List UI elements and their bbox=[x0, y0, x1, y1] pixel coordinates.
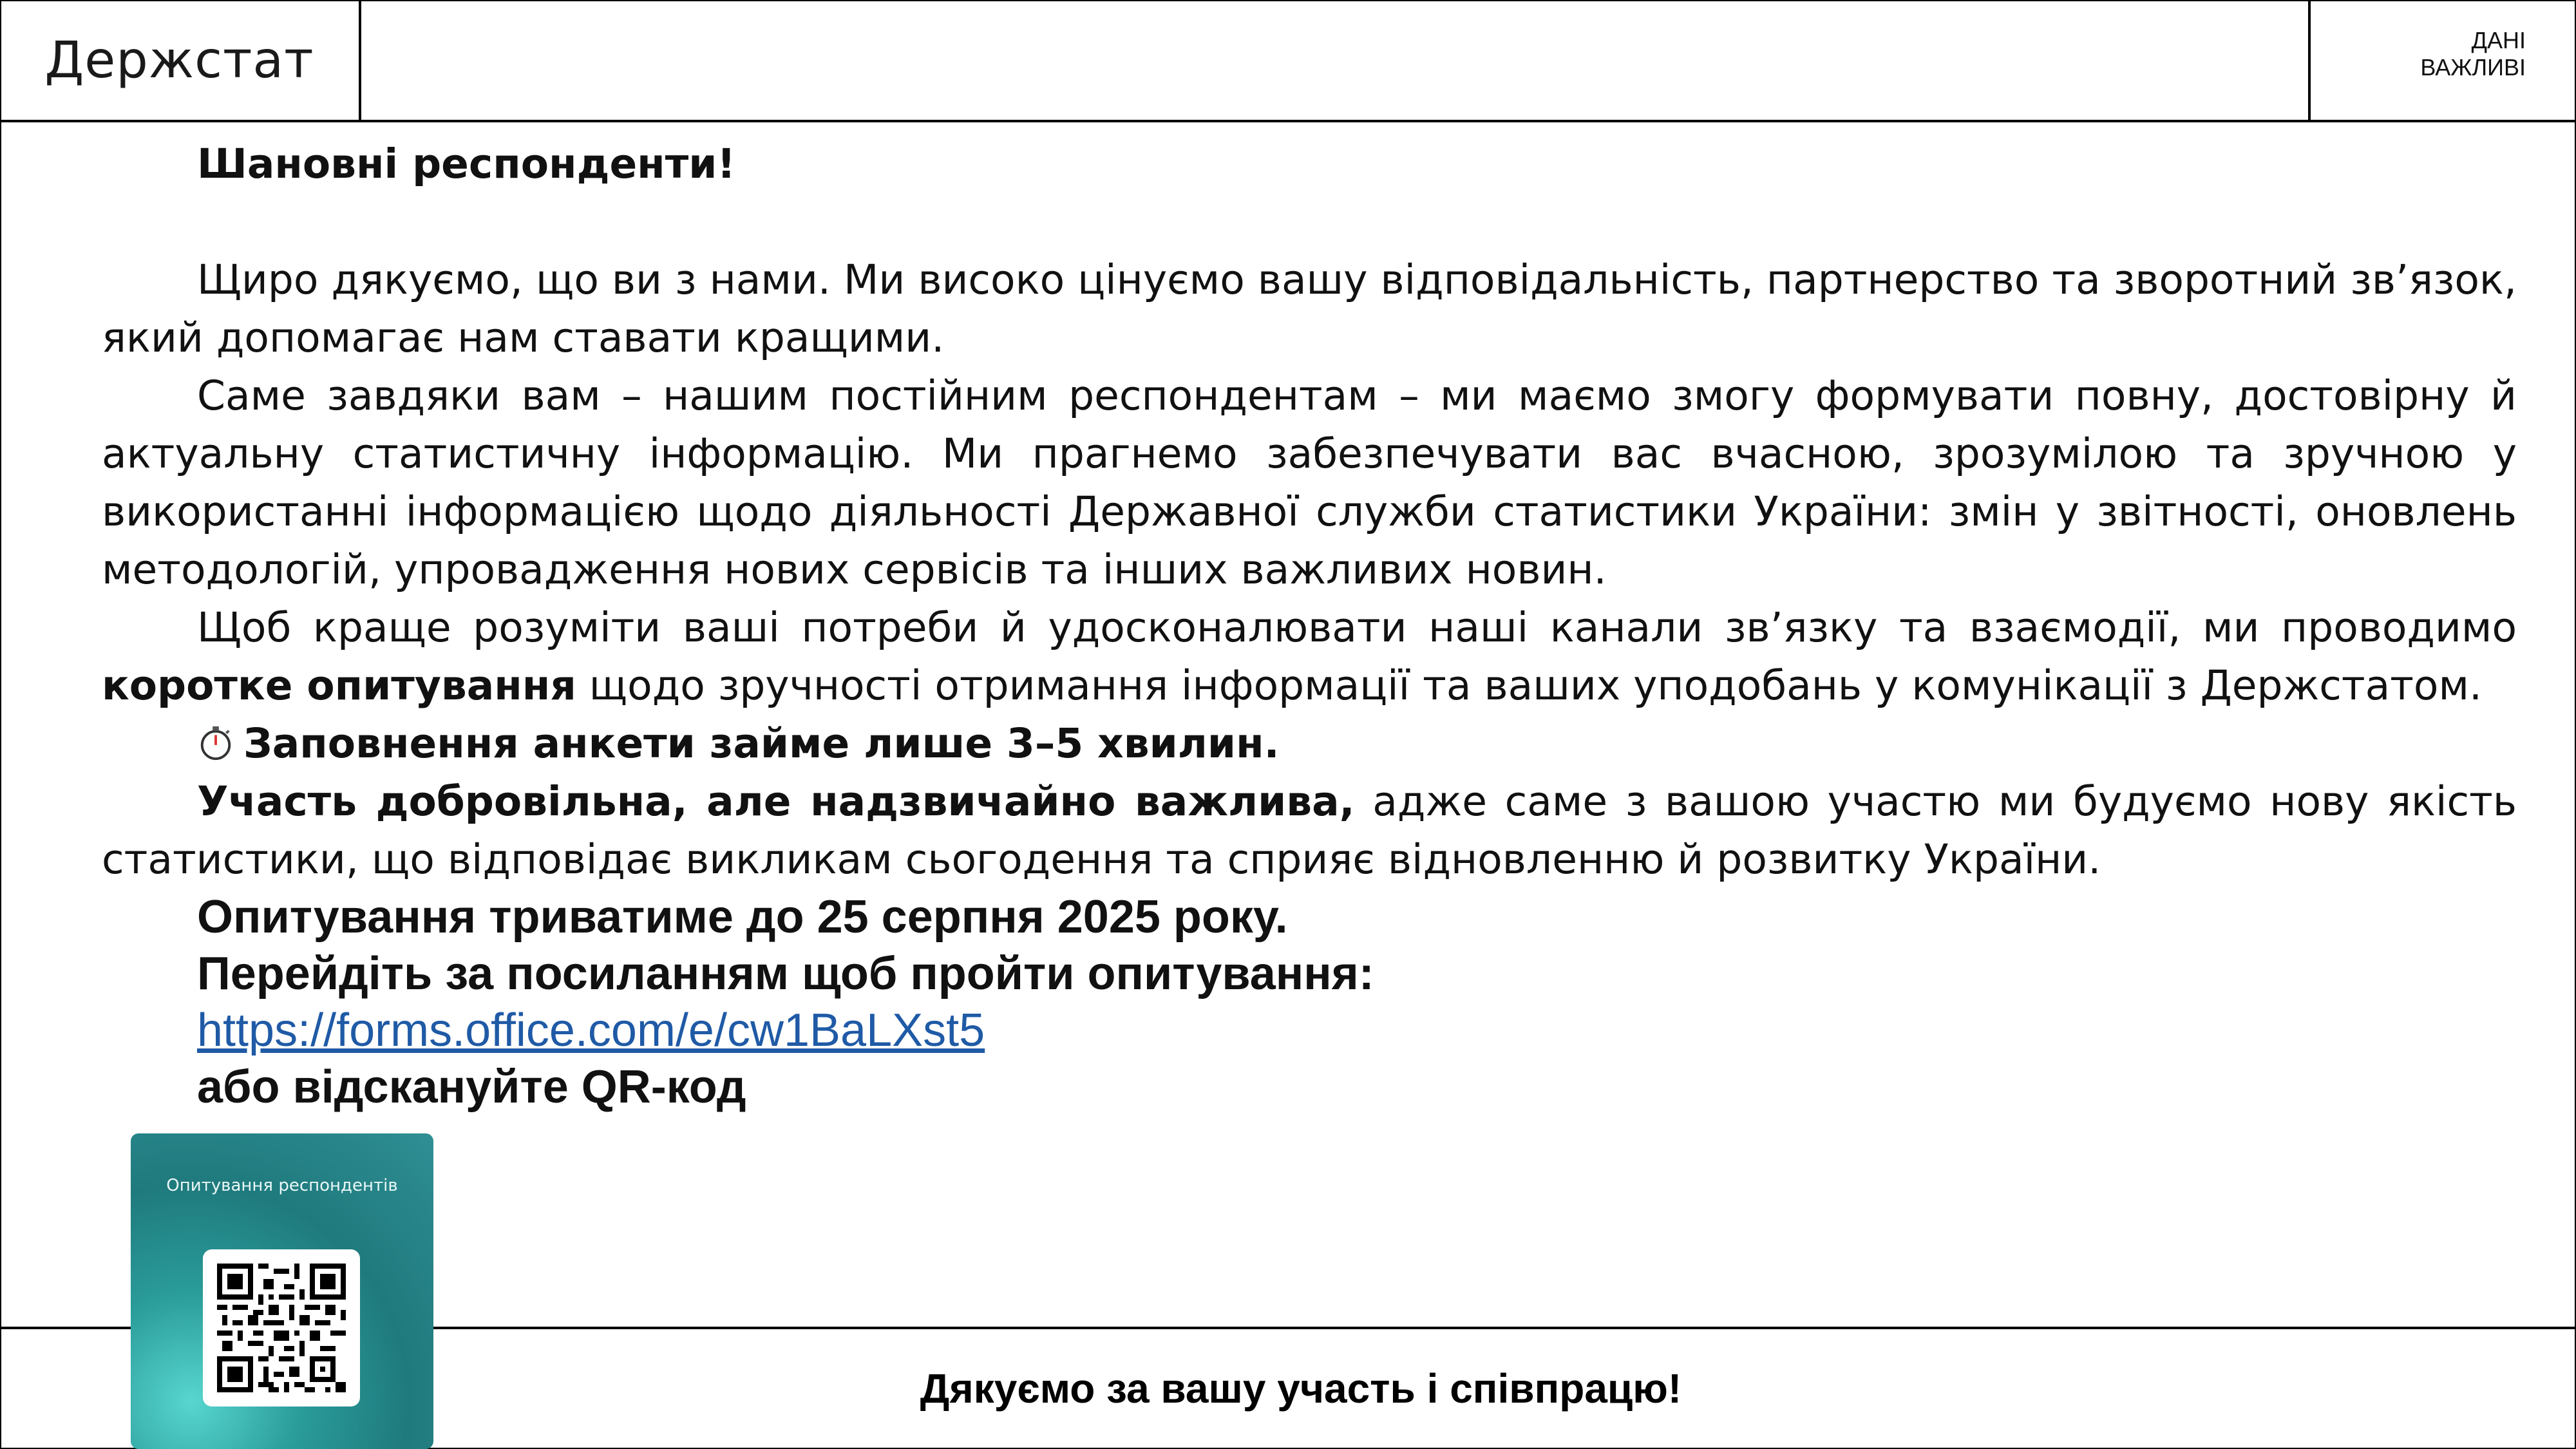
voluntary-bold: Участь добровільна, але надзвичайно важлива, bbox=[197, 778, 1355, 825]
logo[interactable]: Держстат bbox=[44, 32, 314, 90]
data-important-label bbox=[2308, 0, 2576, 121]
duration-text: Заповнення анкети займе лише 3–5 хвилин. bbox=[243, 720, 1280, 767]
letter-body bbox=[102, 135, 2517, 1115]
label-text bbox=[2420, 27, 2526, 81]
paragraph-voluntary bbox=[102, 773, 2517, 889]
paragraph-survey bbox=[102, 599, 2517, 715]
header-divider bbox=[0, 120, 2576, 122]
paragraph-respondents: Саме завдяки вам – нашим постійним респондентам – ми маємо змогу формувати повну, достовірну й актуальну статистичну інформацію. Ми прагнемо забезпечувати вас вчасною, зрозумілою та зручною у використанні інформацією щодо діяльності Державної служби статистики України: змін у звітності, оновлень методологій, упровадження нових сервісів та інших важливих новин. bbox=[102, 372, 2517, 593]
footer-thanks: Дякуємо за вашу участь і співпрацю! bbox=[920, 1365, 1682, 1412]
greeting: Шановні респонденти! bbox=[197, 140, 736, 187]
label-line-1: ДАНІ bbox=[2471, 27, 2526, 53]
qr-card[interactable] bbox=[131, 1133, 433, 1449]
survey-text-end: щодо зручності отримання інформації та ваших уподобань у комунікації з Держстатом. bbox=[576, 662, 2483, 709]
qr-code-icon bbox=[217, 1264, 346, 1392]
qr-code[interactable] bbox=[203, 1249, 360, 1406]
paragraph-duration bbox=[102, 715, 2517, 773]
logo-cell bbox=[0, 0, 361, 121]
header bbox=[0, 0, 2576, 122]
deadline-text: Опитування триватиме до 25 серпня 2025 року. bbox=[197, 891, 1288, 943]
qr-cta-text: або відскануйте QR-код bbox=[197, 1061, 746, 1113]
cta-text: Перейдіть за посиланням щоб пройти опитування: bbox=[197, 948, 1374, 999]
paragraph-thanks: Щиро дякуємо, що ви з нами. Ми високо цінуємо вашу відповідальність, партнерство та зворотний зв’язок, який допомагає нам ставати кращими. bbox=[102, 256, 2517, 361]
voluntary-rest: адже саме з вашою участю ми будуємо нову якість статистики, що відповідає викликам сьогодення та сприяє відновленню й розвитку України. bbox=[102, 778, 2517, 883]
label-line-2: ВАЖЛИВІ bbox=[2420, 54, 2526, 80]
survey-link[interactable]: https://forms.office.com/e/cw1BaLXst5 bbox=[197, 1005, 985, 1056]
survey-text-bold: коротке опитування bbox=[102, 662, 576, 709]
link-row bbox=[102, 1002, 2517, 1059]
qr-card-title: Опитування респондентів bbox=[166, 1176, 398, 1195]
stopwatch-icon bbox=[197, 724, 234, 761]
survey-text-start: Щоб краще розуміти ваші потреби й удосконалювати наші канали зв’язку та взаємодії, ми проводимо bbox=[197, 604, 2517, 651]
